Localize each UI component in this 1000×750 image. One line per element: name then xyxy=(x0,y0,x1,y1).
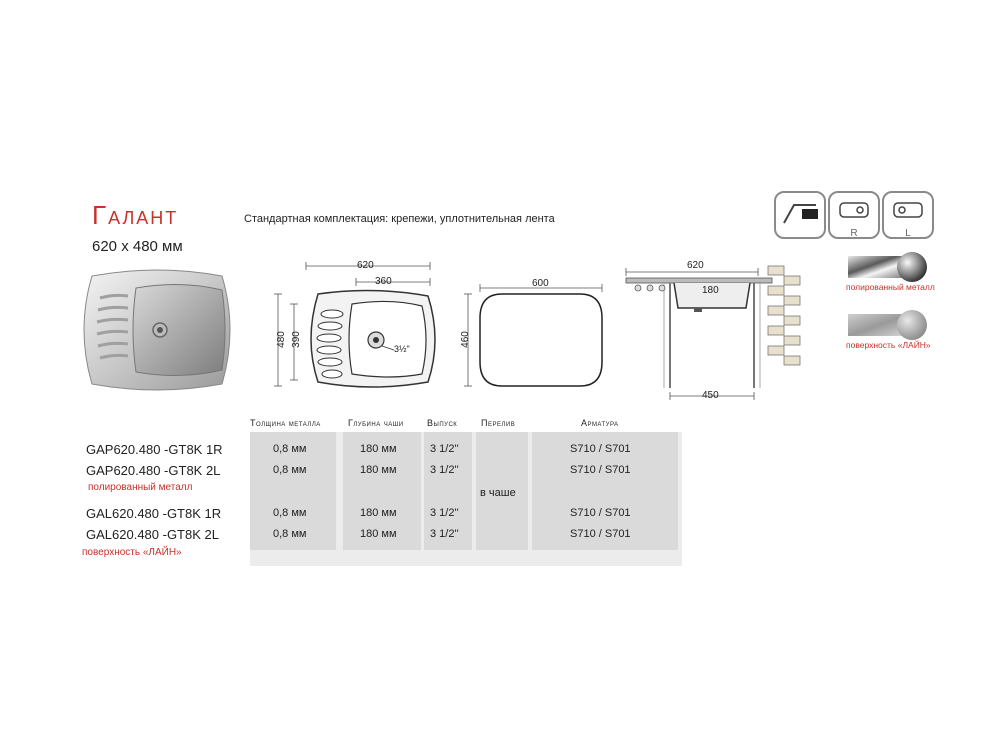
row4-depth: 180 мм xyxy=(360,528,397,540)
header-thickness: Толщина металла xyxy=(250,418,321,428)
row3-outlet: 3 1/2'' xyxy=(430,507,459,519)
row4-outlet: 3 1/2'' xyxy=(430,528,459,540)
overflow-in-bowl: в чаше xyxy=(480,487,516,499)
row1-fittings: S710 / S701 xyxy=(570,443,631,455)
section-width: 620 xyxy=(687,260,704,271)
header-outlet: Выпуск xyxy=(427,418,458,428)
dim-bowl-390: 390 xyxy=(290,331,302,348)
bowl-right-icon xyxy=(828,191,880,239)
header-fittings: Арматура xyxy=(581,418,619,428)
dim-width-620: 620 xyxy=(357,260,374,271)
row1-outlet: 3 1/2'' xyxy=(430,443,459,455)
row2-fittings: S710 / S701 xyxy=(570,464,631,476)
line-swatch xyxy=(848,308,928,342)
dim-height-480: 480 xyxy=(275,331,287,348)
top-view-drawing xyxy=(272,256,450,390)
cutout-height: 460 xyxy=(459,331,471,348)
bowl-left-icon xyxy=(882,191,934,239)
row4-thickness: 0,8 мм xyxy=(273,528,307,540)
finish-line-label: поверхность «ЛАЙН» xyxy=(846,340,931,350)
polished-swatch xyxy=(848,250,928,284)
sink-photo xyxy=(78,268,236,392)
header-depth: Глубина чаши xyxy=(348,418,404,428)
model-gap-2l: GAP620.480 -GT8K 2L xyxy=(86,463,221,478)
model-gal-2l: GAL620.480 -GT8K 2L xyxy=(86,527,219,542)
row3-fittings: S710 / S701 xyxy=(570,507,631,519)
row2-thickness: 0,8 мм xyxy=(273,464,307,476)
section-depth: 180 xyxy=(702,285,719,296)
flush-mount-icon xyxy=(774,191,826,239)
row2-depth: 180 мм xyxy=(360,464,397,476)
row3-thickness: 0,8 мм xyxy=(273,507,307,519)
row4-fittings: S710 / S701 xyxy=(570,528,631,540)
row3-depth: 180 мм xyxy=(360,507,397,519)
row1-thickness: 0,8 мм xyxy=(273,443,307,455)
model-gal-1r: GAL620.480 -GT8K 1R xyxy=(86,506,222,521)
row1-depth: 180 мм xyxy=(360,443,397,455)
cutout-width: 600 xyxy=(532,278,549,289)
bowl-left-label: L xyxy=(905,228,911,239)
dim-bowl-360: 360 xyxy=(375,276,392,287)
standard-kit-text: Стандартная комплектация: крепежи, уплотнительная лента xyxy=(244,213,555,225)
model-gap-1r: GAP620.480 -GT8K 1R xyxy=(86,442,223,457)
product-title: Галант xyxy=(92,200,179,230)
finish-polished-label: полированный металл xyxy=(846,282,935,292)
product-size: 620 х 480 мм xyxy=(92,238,183,255)
drain-size: 3½" xyxy=(394,344,410,354)
group-line-label: поверхность «ЛАЙН» xyxy=(82,547,182,558)
section-drawing xyxy=(620,258,806,404)
cutout-drawing xyxy=(458,274,606,390)
header-overflow: Перелив xyxy=(481,418,516,428)
bowl-right-label: R xyxy=(850,228,858,239)
section-bottom: 450 xyxy=(702,390,719,401)
row2-outlet: 3 1/2'' xyxy=(430,464,459,476)
group-polished-label: полированный металл xyxy=(88,482,193,493)
